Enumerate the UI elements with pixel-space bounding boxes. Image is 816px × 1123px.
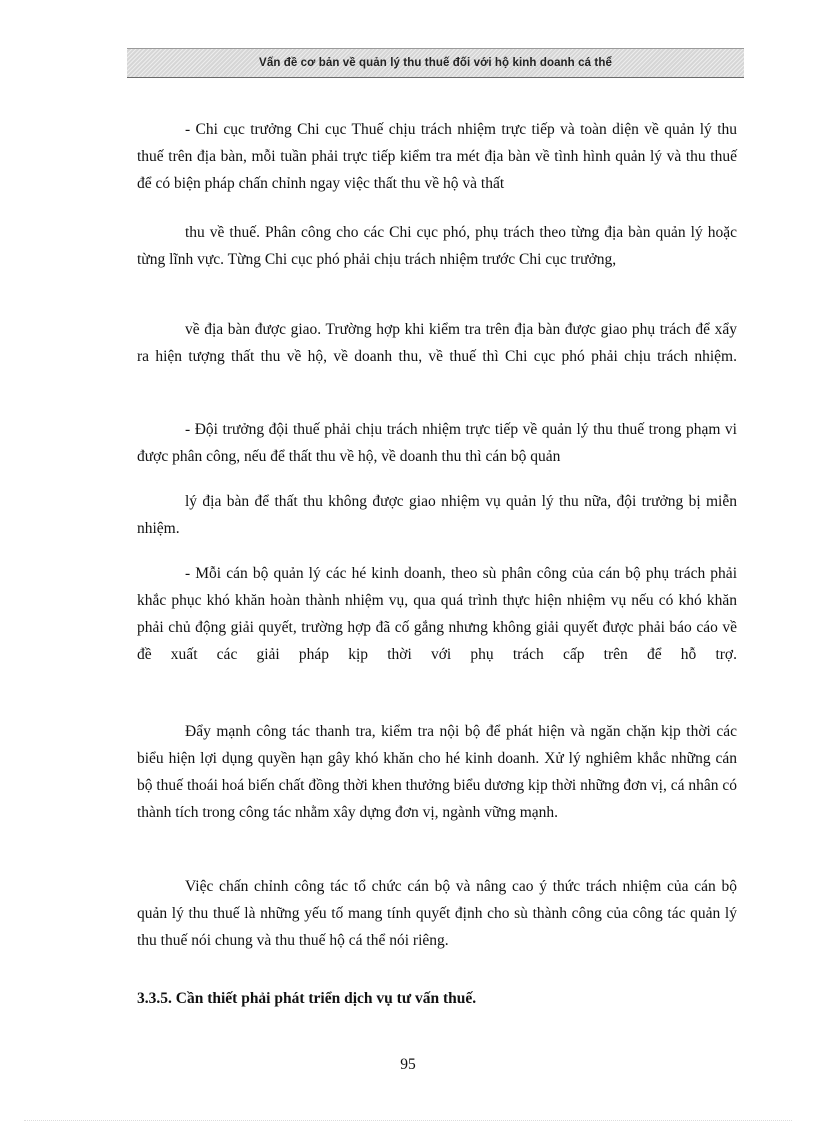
section-heading: 3.3.5. Cần thiết phải phát triển dịch vụ tư vấn thuế. xyxy=(137,990,477,1007)
running-header xyxy=(127,48,744,78)
paragraph-7: Đẩy mạnh công tác thanh tra, kiểm tra nội bộ để phát hiện và ngăn chặn kịp thời các biểu hiện lợi dụng quyền hạn gây khó khăn cho hé kinh doanh. Xử lý nghiêm khắc những cán bộ thuế thoái hoá biến chất đồng thời khen thưởng biểu dương kịp thời những đơn vị, cá nhân có thành tích trong công tác nhằm xây dựng đơn vị, ngành vững mạnh. xyxy=(137,723,737,821)
paragraph-4: - Đội trưởng đội thuế phải chịu trách nhiệm trực tiếp về quản lý thu thuế trong phạm vi được phân công, nếu để thất thu về hộ, về doanh thu thì cán bộ quản xyxy=(137,421,737,465)
paragraph-5: lý địa bàn để thất thu không được giao nhiệm vụ quản lý thu nữa, đội trưởng bị miễn nhiệm. xyxy=(137,493,737,537)
bottom-divider xyxy=(24,1120,792,1121)
paragraph-2: thu về thuế. Phân công cho các Chi cục phó, phụ trách theo từng địa bàn quản lý hoặc từng lĩnh vực. Từng Chi cục phó phải chịu trách nhiệm trước Chi cục trưởng, xyxy=(137,224,737,268)
paragraph-1: - Chi cục trưởng Chi cục Thuế chịu trách nhiệm trực tiếp và toàn diện về quản lý thu thuế trên địa bàn, mỗi tuần phải trực tiếp kiểm tra mét địa bàn về tình hình quản lý và thu thuế để có biện pháp chấn chỉnh ngay việc thất thu về hộ và thất xyxy=(137,121,737,192)
page-number: 95 xyxy=(400,1056,416,1073)
paragraph-6: - Mỗi cán bộ quản lý các hé kinh doanh, theo sù phân công của cán bộ phụ trách phải khắc phục khó khăn hoàn thành nhiệm vụ, qua quá trình thực hiện nhiệm vụ nếu có khó khăn phải chủ động giải quyết, trường hợp đã cố gắng nhưng không giải quyết được phải báo cáo về đề xuất các giải pháp kịp thời với phụ trách cấp trên để hỗ trợ. xyxy=(137,565,737,663)
paragraph-3: về địa bàn được giao. Trường hợp khi kiểm tra trên địa bàn được giao phụ trách để xẩy ra hiện tượng thất thu về hộ, về doanh thu, về thuế thì Chi cục phó phải chịu trách nhiệm. xyxy=(137,321,737,365)
paragraph-8: Việc chấn chỉnh công tác tổ chức cán bộ và nâng cao ý thức trách nhiệm của cán bộ quản lý thu thuế là những yếu tố mang tính quyết định cho sù thành công của công tác quản lý thu thuế nói chung và thu thuế hộ cá thể nói riêng. xyxy=(137,878,737,949)
header-title: Vấn đề cơ bản về quản lý thu thuế đối với hộ kinh doanh cá thể xyxy=(259,57,612,69)
